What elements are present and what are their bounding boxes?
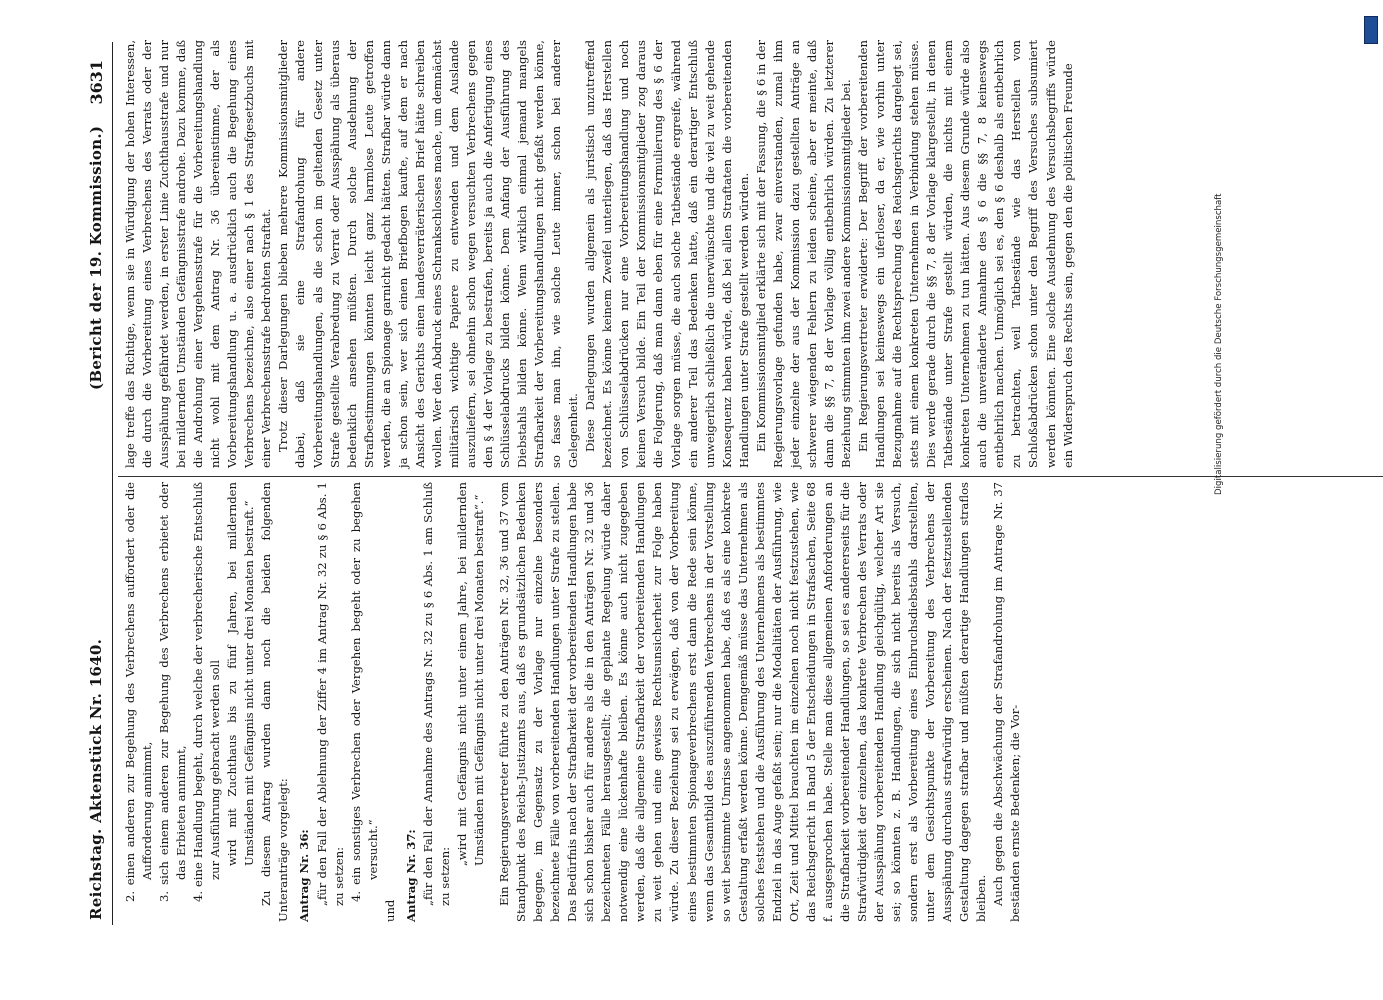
paragraph: Auch gegen die Abschwächung der Strafandrohung im Antrage Nr. 37 beständen ernste Bedenken; die Vor- [991, 482, 1023, 922]
column-divider [118, 476, 1383, 477]
left-column [122, 482, 1024, 922]
digitization-credit: Digitalisierung gefördert durch die Deutsche Forschungsgemeinschaft [1214, 193, 1225, 495]
paragraph: Zu diesem Antrag wurden dann noch die beiden folgenden Unteranträge vorgelegt: [259, 482, 291, 922]
paragraph: Ein Regierungsvertreter erwiderte: Der Begriff der vorbereitenden Handlungen sei keineswegs ein uferloser, da er, wie vorhin unter Bezugnahme auf die Rechtsprechung des Reichsgerichts dargelegt sei, stets mit einem konkreten Unternehmen in Verbindung stehen müsse. Dies werde gerade durch die §§ 7, 8 der Vorlage klargestellt, in denen Tatbestände unter Strafe gestellt würden, die nichts mit einem konkreten Unternehmen zu tun hätten. Aus diesem Grunde würde also auch die unveränderte Annahme des § 6 die §§ 7, 8 keineswegs entbehrlich machen. Unmöglich sei es, den § 6 deshalb als entbehrlich zu betrachten, weil Tatbestände wie das Herstellen von Schloßabdrücken schon unter den Begriff des Versuches subsumiert werden könnten. Eine solche Ausdehnung des Versuchsbegriffs würde ein Widerspruch des Rechts sein, gegen den die politischen Freunde [856, 40, 1075, 468]
motion-heading: Antrag Nr. 37: [403, 829, 418, 922]
right-column [122, 40, 1077, 468]
motion-heading: Antrag Nr. 36: [297, 829, 312, 922]
paragraph: „wird mit Gefängnis nicht unter einem Jahre, bei mildernden Umständen mit Gefängnis nicht unter drei Monaten bestraft“.“ [454, 482, 486, 866]
paragraph: wird mit Zuchthaus bis zu fünf Jahren, bei mildernden Umständen mit Gefängnis nicht unter drei Monaten bestraft.“ [225, 482, 257, 866]
paragraph: Ein Kommissionsmitglied erklärte sich mit der Fassung, die § 6 in der Regierungsvorlage gefunden habe, zwar einverstanden, zumal ihm jeder einzelne der aus der Kommission dazu gestellten Anträge an schwerer wiegenden Fehlern zu leiden scheine, aber er meinte, daß dann die §§ 7, 8 der Vorlage völlig entbehrlich würden. Zu letzterer Beziehung stimmten ihm zwei andere Kommissionsmitglieder bei. [753, 40, 853, 468]
running-header-title: (Bericht der 19. Kommission.) [87, 125, 105, 390]
list-item: 3. sich einem anderen zur Begehung des Verbrechens erbietet oder das Erbieten annimmt, [157, 482, 189, 902]
paragraph: lage treffe das Richtige, wenn sie in Würdigung der hohen Interessen, die durch die Vorbereitung eines Verbrechens des Verrats oder der Ausspähung gefährdet werden, in erster Linie Zuchthausstrafe und nur bei mildernden Umständen Gefängnisstrafe androhe. Dazu komme, daß die Androhung einer Vergehensstrafe für die Vorbereitungshandlung nicht wohl mit dem Antrag Nr. 36 übereinstimme, der als Vorbereitungshandlung u. a. ausdrücklich auch die Begehung eines Verbrechens bezeichne, also einer nach § 1 des Strafgesetzbuchs mit einer Verbrechensstrafe bedrohten Straftat. [123, 40, 274, 468]
running-header-left: Reichstag. Aktenstück Nr. 1640. [87, 638, 105, 920]
paragraph: und [382, 899, 397, 922]
header-rule [112, 42, 113, 925]
list-item: 2. einen anderen zur Begehung des Verbrechens auffordert oder die Aufforderung annimmt, [123, 482, 155, 902]
dfg-logo [1364, 16, 1378, 44]
paragraph: „für den Fall der Ablehnung der Ziffer 4 im Antrag Nr. 32 zu § 6 Abs. 1 zu setzen: [314, 482, 346, 906]
paragraph: Trotz dieser Darlegungen blieben mehrere Kommissionsmitglieder dabei, daß sie eine Strafandrohung für andere Vorbereitungshandlungen, als die schon im geltenden Gesetz unter Strafe gestellte Verabredung zu Verrat oder Ausspähung als überaus bedenklich ansehen müßten. Durch solche Ausdehnung der Strafbestimmungen könnten leicht ganz harmlose Leute getroffen werden, die an Spionage garnicht gedacht hätten. Strafbar würde dann ja schon sein, wer sich einen Briefbogen kaufte, auf dem er nach Ansicht des Gerichts einen landesverräterischen Brief hätte schreiben wollen. Wer den Abdruck eines Schrankschlosses mache, um demnächst militärisch wichtige Papiere zu entwenden und dem Auslande auszuliefern, sei ohnehin schon wegen versuchten Verbrechens gegen den § 4 der Vorlage zu bestrafen, bereits ja auch die Anfertigung eines Schlüsselabdrucks bilden könne. Dem Anfang der Ausführung des Diebstahls bilden könne. Wenn wirklich einmal jemand mangels Strafbarkeit der Vorbereitungshandlungen nicht gefaßt werden könne, so fasse man ihn, wie solche Leute immer, schon bei anderer Gelegenheit. [276, 40, 581, 468]
list-item: 4. eine Handlung begeht, durch welche der verbrecherische Entschluß zur Ausführung gebracht werden soll [191, 482, 223, 902]
spacer [488, 482, 496, 922]
list-item: 4. ein sonstiges Verbrechen oder Vergehen begeht oder zu begehen versucht.“ [348, 482, 380, 902]
paragraph: „für den Fall der Annahme des Antrags Nr. 32 zu § 6 Abs. 1 am Schluß zu setzen: [420, 482, 452, 906]
paragraph: Diese Darlegungen wurden allgemein als juristisch unzutreffend bezeichnet. Es könne keinem Zweifel unterliegen, daß das Herstellen von Schlüsselabdrücken nur eine Vorbereitungshandlung und noch keinen Versuch bilde. Ein Teil der Kommissionsmitglieder zog daraus die Folgerung, daß man dann eben für eine Formulierung des § 6 der Vorlage sorgen müsse, die auch solche Tatbestände ergreife, während ein anderer Teil das Bedenken hatte, daß ein derartiger Entschluß unweigerlich schließlich die unerwünschte und die viel zu weit gehende Konsequenz haben würde, daß bei allen Straftaten die vorbereitenden Handlungen unter Strafe gestellt werden würden. [583, 40, 751, 468]
page-number: 3631 [87, 60, 106, 105]
paragraph: Ein Regierungsvertreter führte zu den Anträgen Nr. 32, 36 und 37 vom Standpunkt des Reichs-Justizamts aus, daß es grundsätzlichen Bedenken begegne, im Gegensatz zu der Vorlage nur einzelne besonders bezeichnete Fälle von vorbereitenden Handlungen unter Strafe zu stellen. Das Bedürfnis nach der Strafbarkeit der vorbereitenden Handlungen habe sich schon bisher auch für andere als die in den Anträgen Nr. 32 und 36 bezeichneten Fälle herausgestellt; die geplante Regelung würde daher notwendig eine lückenhafte bleiben. Es könne auch nicht zugegeben werden, daß die allgemeine Strafbarkeit der vorbereitenden Handlungen zu weit gehen und eine gewisse Rechtsunsicherheit zur Folge haben würde. Zu dieser Beziehung sei zu erwägen, daß von der Vorbereitung eines bestimmten Spionageverbrechens erst dann die Rede sein könne, wenn das Gesamtbild des auszuführenden Verbrechens in der Vorstellung so weit bestimmte Umrisse angenommen habe, daß es als eine konkrete Gestaltung erfaßt werden könne. Demgemäß müsse das Unternehmen als solches feststehen und die Ausführung des Unternehmens als bestimmtes Endziel in das Auge gefaßt sein; nur die Modalitäten der Ausführung, wie Ort, Zeit und Mittel brauchten im einzelnen noch nicht festzustehen, wie das Reichsgericht in Band 5 der Entscheidungen in Strafsachen, Seite 68 f. ausgesprochen habe. Stelle man diese allgemeinen Anforderungen an die Strafbarkeit vorbereitender Handlungen, so sei es andererseits für die Strafwürdigkeit der einzelnen, das konkrete Verbrechen des Verrats oder der Ausspähung vorbereitenden Handlung gleichgültig, welcher Art sie sei; so könnten z. B. Handlungen, die sich nicht bereits als Versuch, sondern erst als Vorbereitung eines Einbruchsdiebstahls darstellten, unter dem Gesichtspunkte der Vorbereitung des Verbrechens der Ausspähung durchaus strafwürdig erscheinen. Nach der festzustellenden Gestaltung dagegen strafbar und müßten derartige Handlungen straflos bleiben. [496, 482, 989, 922]
